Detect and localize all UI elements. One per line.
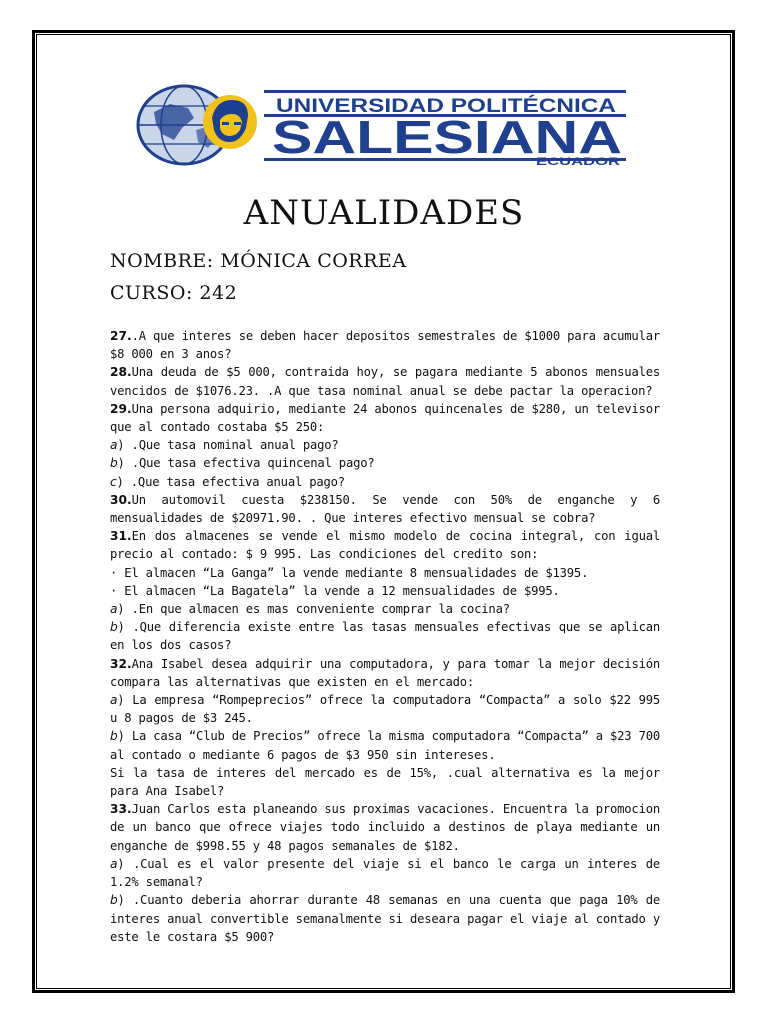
problem-item — [110, 655, 660, 691]
problem-number: 33. — [110, 802, 132, 817]
problem-text: En dos almacenes se vende el mismo modelo de cocina integral, con igual precio al contado: $ 9 995. Las condiciones del credito son: — [110, 529, 660, 562]
problem-footer: Si la tasa de interes del mercado es de 15%, .cual alternativa es la mejor para Ana Isabel? — [110, 765, 660, 799]
problem-text: Ana Isabel desea adquirir una computadora, y para tomar la mejor decisión compara las alternativas que existen en el mercado: — [110, 656, 660, 689]
problem-item — [110, 491, 660, 527]
portrait-emblem — [203, 95, 257, 149]
problem-list — [110, 327, 660, 946]
logo-line2: SALESIANA — [272, 111, 622, 163]
page-title: ANUALIDADES — [243, 193, 525, 233]
problem-subitem — [110, 855, 660, 891]
problem-subitem — [110, 454, 660, 472]
problem-subitem — [110, 691, 660, 727]
subitem-label: c — [110, 474, 117, 489]
problem-subitem — [110, 891, 660, 946]
problem-subitem — [110, 473, 660, 491]
problem-subitem — [110, 727, 660, 763]
university-logo — [136, 84, 626, 166]
subitem-label: b — [110, 620, 118, 635]
subitem-text: ) La empresa “Rompeprecios” ofrece la computadora “Compacta” a solo $22 995 u 8 pagos de $3 245. — [110, 693, 660, 726]
problem-text: Un automovil cuesta $238150. Se vende con 50% de enganche y 6 mensualidades de $20971.90. . Que interes efectivo mensual se cobra? — [110, 492, 660, 526]
subitem-text: ) .En que almacen es mas conveniente comprar la cocina? — [117, 602, 510, 617]
subitem-label: b — [110, 729, 118, 744]
problem-number: 31. — [110, 529, 132, 544]
subitem-label: a — [110, 438, 118, 453]
problem-item — [110, 363, 660, 399]
problem-text: Una deuda de $5 000, contraida hoy, se pagara mediante 5 abonos mensuales vencidos de $1076.23. .A que tasa nominal anual se debe pactar la operacion? — [110, 365, 660, 398]
subitem-text: ) .Cual es el valor presente del viaje si el banco le carga un interes de 1.2% semanal? — [110, 856, 660, 890]
logo-line1: UNIVERSIDAD POLITÉCNICA — [276, 96, 541, 117]
problem-text: .A que interes se deben hacer depositos semestrales de $1000 para acumular $8 000 en 3 anos? — [110, 329, 660, 362]
problem-item — [110, 327, 660, 363]
problem-subitem — [110, 600, 660, 618]
problem-item — [110, 527, 660, 563]
problem-number: 27. — [110, 329, 132, 343]
problem-subitem — [110, 618, 660, 654]
problem-bullet: · El almacen “La Ganga” la vende mediante 8 mensualidades de $1395. — [110, 565, 589, 580]
subitem-label: a — [110, 856, 118, 871]
problem-number: 32. — [110, 656, 132, 671]
problem-text: Juan Carlos esta planeando sus proximas vacaciones. Encuentra la promocion de un banco que ofrece viajes todo incluido a destinos de playa mediante un enganche de $998.55 y 48 pagos semanales de $182. — [110, 802, 660, 853]
problem-text: Una persona adquirio, mediante 24 abonos quincenales de $280, un televisor que al contado costaba $5 250: — [110, 401, 660, 435]
problem-item — [110, 400, 660, 436]
subitem-label: b — [110, 893, 118, 908]
subitem-label: a — [110, 693, 118, 708]
subitem-text: ) .Que tasa nominal anual pago? — [117, 438, 339, 453]
problem-item — [110, 800, 660, 855]
subitem-text: ) .Cuanto deberia ahorrar durante 48 semanas en una cuenta que paga 10% de interes anual convertible semanalmente si deseara pagar el viaje al contado y este le costara $5 900? — [110, 893, 660, 944]
course-line: CURSO: 242 — [110, 282, 238, 304]
subitem-text: ) .Que tasa efectiva quincenal pago? — [117, 456, 375, 471]
problem-number: 30. — [110, 492, 132, 507]
subitem-label: a — [110, 602, 118, 617]
subitem-label: b — [110, 456, 118, 471]
subitem-text: ) .Que diferencia existe entre las tasas mensuales efectivas que se aplican en los dos casos? — [110, 620, 660, 653]
student-name: NOMBRE: MÓNICA CORREA — [110, 250, 407, 272]
problem-subitem — [110, 436, 660, 454]
problem-number: 29. — [110, 401, 132, 416]
logo-line3: ECUADOR — [536, 156, 621, 166]
subitem-text: ) .Que tasa efectiva anual pago? — [116, 474, 345, 489]
problem-bullet: · El almacen “La Bagatela” la vende a 12 mensualidades de $995. — [110, 583, 560, 598]
subitem-text: ) La casa “Club de Precios” ofrece la misma computadora “Compacta” a $23 700 al contado o mediante 6 pagos de $3 950 sin intereses. — [110, 729, 660, 762]
problem-number: 28. — [110, 365, 132, 380]
